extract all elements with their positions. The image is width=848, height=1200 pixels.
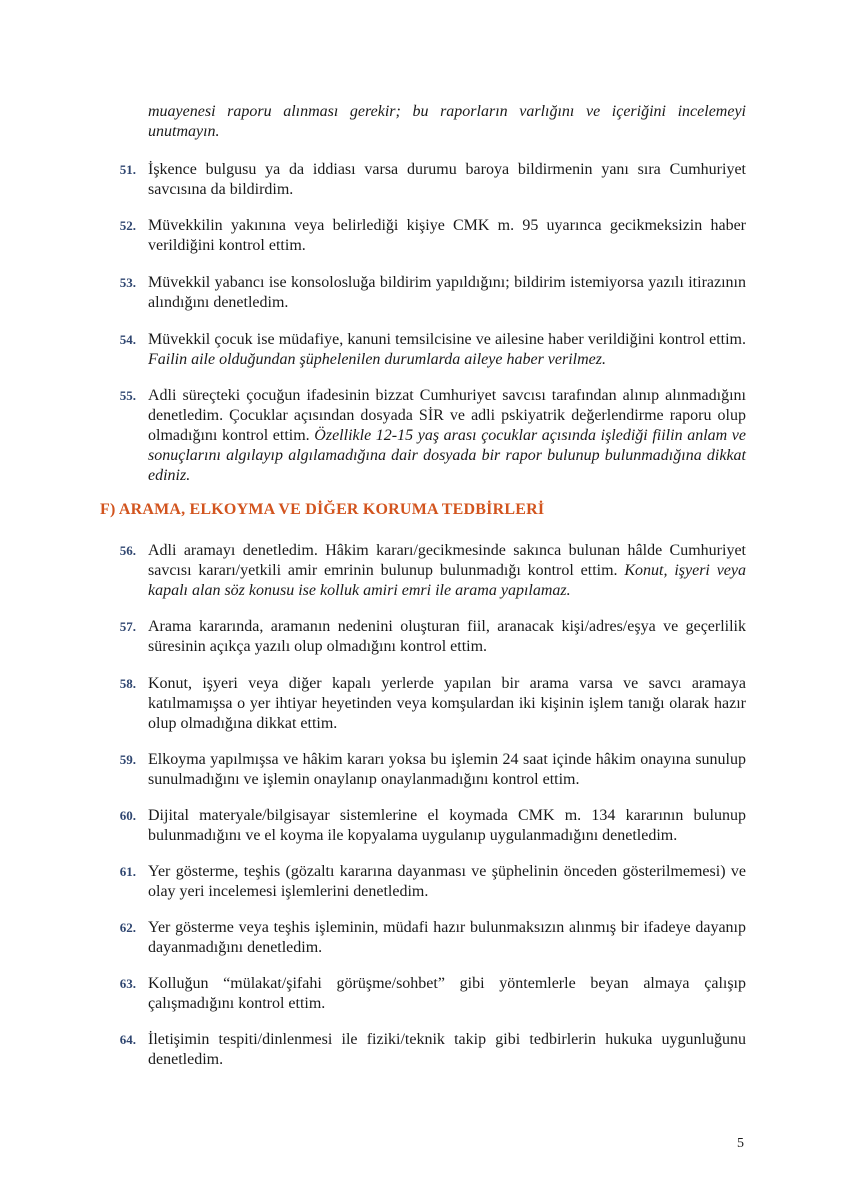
item-number: 61.	[119, 864, 136, 879]
item-number: 55.	[119, 388, 136, 403]
item-number: 62.	[119, 920, 136, 935]
item-text: Yer gösterme veya teşhis işleminin, müdafi hazır bulunmaksızın alınmış bir ifadeye dayanıp dayanmadığını denetledim.	[148, 919, 746, 956]
item-number: 60.	[119, 808, 136, 823]
item-number: 63.	[119, 976, 136, 991]
item-text: İşkence bulgusu ya da iddiası varsa durumu baroya bildirmenin yanı sıra Cumhuriyet savcısına da bildirdim.	[148, 161, 746, 198]
item-text: Yer gösterme, teşhis (gözaltı kararına dayanması ve şüphelinin önceden gösterilmemesi) ve olay yeri incelemesi işlemlerini denetledim.	[148, 863, 746, 900]
item-note: Özellikle 12-15 yaş arası çocuklar açısında işlediği fiilin anlam ve sonuçlarını algılayıp algılamadığına dair dosyada bir rapor bulunup bulunmadığına dikkat ediniz.	[148, 427, 747, 484]
item-number: 54.	[119, 332, 136, 347]
item-text: Müvekkil yabancı ise konsolosluğa bildirim yapıldığını; bildirim istemiyorsa yazılı itirazının alındığını denetledim.	[148, 274, 746, 311]
item-text: Adli süreçteki çocuğun ifadesinin bizzat Cumhuriyet savcısı tarafından alınıp alınmadığını denetledim. Çocuklar açısından dosyada SİR ve adli pskiyatrik değerlendirme raporu olup olmadığını kontrol ettim. Özellikle 12-15 yaş arası çocuklar açısında işlediği fiilin anlam ve sonuçlarını algılayıp algılamadığına dair dosyada bir rapor bulunup bulunmadığına dikkat ediniz.	[148, 387, 747, 484]
item-text: Dijital materyale/bilgisayar sistemlerine el koymada CMK m. 134 kararının bulunup bulunmadığını ve el koyma ile kopyalama uygulanıp uygulanmadığını denetledim.	[148, 807, 746, 844]
item-number: 59.	[119, 752, 136, 767]
item-text: Arama kararında, aramanın nedenini oluşturan fiil, aranacak kişi/adres/eşya ve geçerlilik süresinin açıkça yazılı olup olmadığını kontrol ettim.	[148, 618, 746, 655]
section-heading: F) ARAMA, ELKOYMA VE DİĞER KORUMA TEDBİRLERİ	[100, 501, 545, 518]
item-number: 51.	[119, 162, 136, 177]
item-number: 56.	[119, 543, 136, 558]
item-text: Müvekkilin yakınına veya belirlediği kişiye CMK m. 95 uyarınca gecikmeksizin haber verildiğini kontrol ettim.	[148, 217, 746, 254]
item-text: Adli aramayı denetledim. Hâkim kararı/gecikmesinde sakınca bulunan hâlde Cumhuriyet savcısı kararı/yetkili amir emrinin bulunup bulunmadığı kontrol ettim. Konut, işyeri veya kapalı alan söz konusu ise kolluk amiri emri ile arama yapılamaz.	[148, 542, 747, 599]
item-text: Müvekkil çocuk ise müdafiye, kanuni temsilcisine ve ailesine haber verildiğini kontrol ettim. Failin aile olduğundan şüphelenilen durumlarda aileye haber verilmez.	[148, 331, 746, 368]
item-note: Failin aile olduğundan şüphelenilen durumlarda aileye haber verilmez.	[148, 351, 606, 368]
item-note: Konut, işyeri veya kapalı alan söz konusu ise kolluk amiri emri ile arama yapılamaz.	[148, 562, 747, 599]
item-number: 58.	[119, 676, 136, 691]
item-number: 57.	[119, 619, 136, 634]
item-number: 53.	[119, 275, 136, 290]
item-text: Kolluğun “mülakat/şifahi görüşme/sohbet” gibi yöntemlerle beyan almaya çalışıp çalışmadığını kontrol ettim.	[148, 975, 746, 1012]
item-text: Konut, işyeri veya diğer kapalı yerlerde yapılan bir arama varsa ve savcı aramaya katılmamışsa o yer ihtiyar heyetinden veya komşulardan iki kişinin işlem tanığı olarak hazır olup olmadığına dikkat ettim.	[148, 675, 746, 732]
item-text: Elkoyma yapılmışsa ve hâkim kararı yoksa bu işlemin 24 saat içinde hâkim onayına sunulup sunulmadığını ve işlemin onaylanıp onaylanmadığını kontrol ettim.	[148, 751, 746, 788]
item-number: 52.	[119, 218, 136, 233]
item-text: İletişimin tespiti/dinlenmesi ile fiziki/teknik takip gibi tedbirlerin hukuka uygunluğunu denetledim.	[148, 1031, 746, 1068]
item-number: 64.	[119, 1032, 136, 1047]
intro-paragraph: muayenesi raporu alınması gerekir; bu raporların varlığını ve içeriğini incelemeyi unutmayın.	[148, 103, 746, 140]
page-number: 5	[737, 1136, 744, 1151]
